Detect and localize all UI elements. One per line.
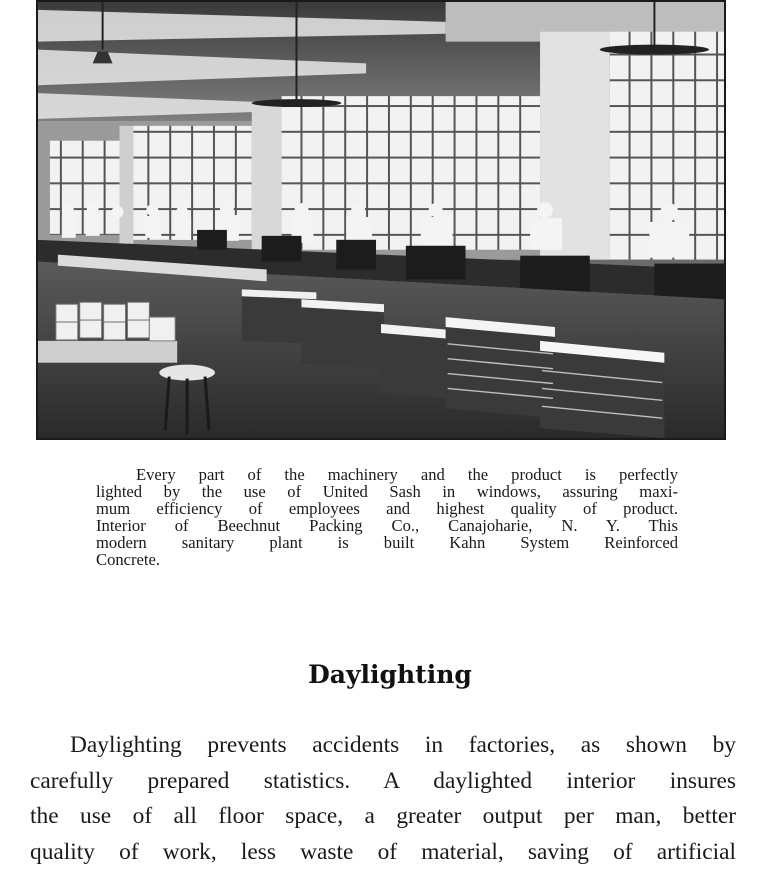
body-line: quality of work, less waste of material, saving of artificial <box>30 838 736 865</box>
caption-line: lighted by the use of United Sash in windows, assuring maxi- <box>96 482 678 501</box>
figure-caption <box>96 466 678 568</box>
body-line: the use of all floor space, a greater output per man, better <box>30 803 736 829</box>
factory-photo-illustration <box>38 2 724 438</box>
section-body <box>30 728 736 870</box>
factory-interior-photo <box>36 0 726 440</box>
caption-line: modern sanitary plant is built Kahn System Reinforced <box>96 533 678 552</box>
caption-line: Concrete. <box>96 550 161 569</box>
body-line: carefully prepared statistics. A daylighted interior insures <box>30 767 736 794</box>
caption-line: Interior of Beechnut Packing Co., Canajoharie, N. Y. This <box>96 516 678 535</box>
caption-line: Every part of the machinery and the product is perfectly <box>136 465 678 484</box>
section-heading: Daylighting <box>308 660 472 689</box>
caption-line: mum efficiency of employees and highest quality of product. <box>96 499 678 518</box>
body-line: Daylighting prevents accidents in factories, as shown by <box>70 732 736 758</box>
